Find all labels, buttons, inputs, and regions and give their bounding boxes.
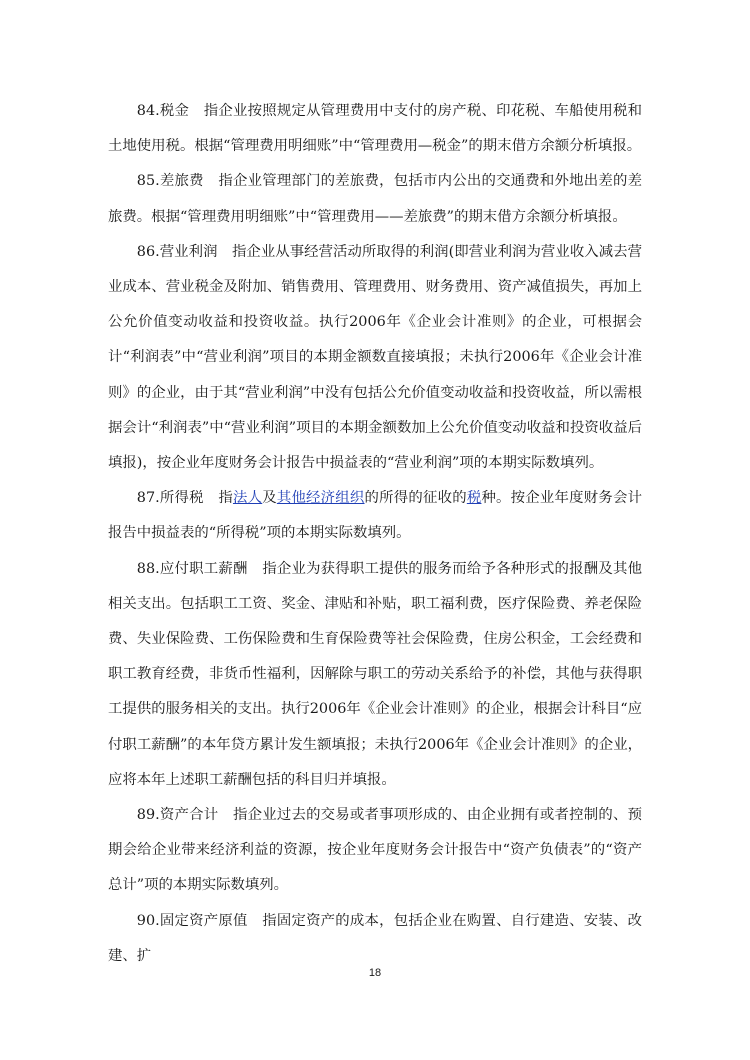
paragraph-89-total-assets: 89.资产合计 指企业过去的交易或者事项形成的、由企业拥有或者控制的、预期会给企业带来经济利益的资源，按企业年度财务会计报告中“资产负债表”的“资产总计”项的本期实际数填列。 [108,807,642,894]
paragraph-86-operating-profit: 86.营业利润 指企业从事经营活动所取得的利润(即营业利润为营业收入减去营业成本、营业税金及附加、销售费用、管理费用、财务费用、资产减值损失，再加上公允价值变动收益和投资收益。执行2006年《企业会计准则》的企业，可根据会计“利润表”中“营业利润”项目的本期金额数直接填报；未执行2006年《企业会计准则》的企业，由于其“营业利润”中没有包括公允价值变动收益和投资收益，所以需根据会计“利润表”中“营业利润”项目的本期金额数加上公允价值变动收益和投资收益后填报)，按企业年度财务会计报告中损益表的“营业利润”项的本期实际数填列。 [108,243,642,472]
paragraph-85-travel-expense: 85.差旅费 指企业管理部门的差旅费，包括市内公出的交通费和外地出差的差旅费。根据“管理费用明细账”中“管理费用——差旅费”的期末借方余额分析填报。 [108,173,642,225]
document-body [108,94,642,974]
paragraph-88-payroll-payable: 88.应付职工薪酬 指企业为获得职工提供的服务而给予各种形式的报酬及其他相关支出。包括职工工资、奖金、津贴和补贴，职工福利费，医疗保险费、养老保险费、失业保险费、工伤保险费和生育保险费等社会保险费，住房公积金，工会经费和职工教育经费，非货币性福利，因解除与职工的劳动关系给予的补偿，其他与获得职工提供的服务相关的支出。执行2006年《企业会计准则》的企业，根据会计科目“应付职工薪酬”的本年贷方累计发生额填报；未执行2006年《企业会计准则》的企业，应将本年上述职工薪酬包括的科目归并填报。 [108,560,642,788]
page-number: 18 [368,967,382,979]
link-tax[interactable]: 税 [466,490,482,507]
paragraph-87-suffix: 种。按企业年度财务会计报告中损益表的“所得税”项的本期实际数填列。 [108,490,642,542]
paragraph-87-mid2: 的所得的征收的 [364,490,467,507]
paragraph-87-prefix: 87.所得税 指 [136,490,233,507]
paragraph-84-tax: 84.税金 指企业按照规定从管理费用中支付的房产税、印花税、车船使用税和土地使用税。根据“管理费用明细账”中“管理费用—税金”的期末借方余额分析填报。 [108,103,642,155]
paragraph-87-mid1: 及 [262,490,277,507]
paragraph-87-income-tax [108,481,642,551]
link-other-economic-organizations[interactable]: 其他经济组织 [276,490,365,507]
paragraph-90-fixed-assets-original-value: 90.固定资产原值 指固定资产的成本，包括企业在购置、自行建造、安装、改建、扩 [108,912,642,964]
link-legal-person[interactable]: 法人 [232,490,263,507]
